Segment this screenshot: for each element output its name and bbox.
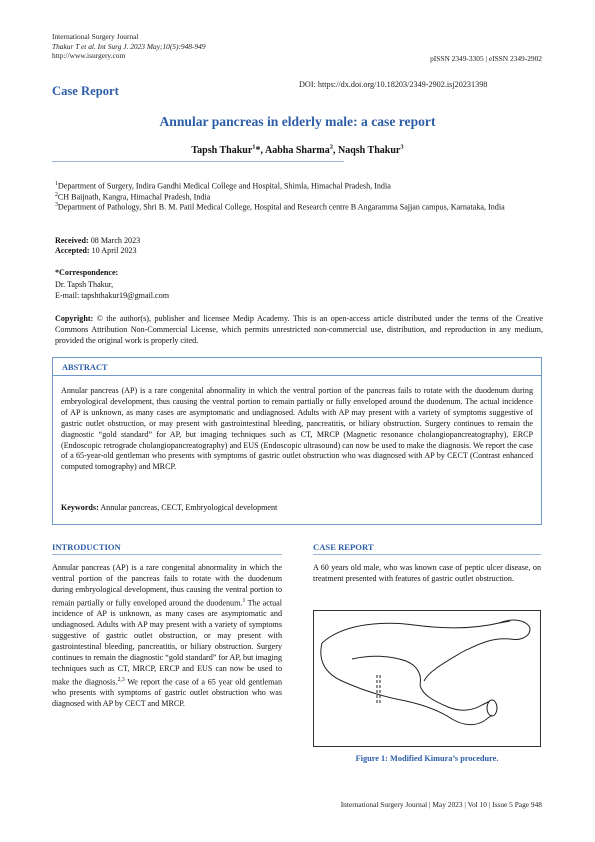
stomach-diagram-illustration — [314, 611, 540, 746]
journal-url[interactable]: http://www.isurgery.com — [52, 51, 126, 61]
copyright-notice: Copyright: © the author(s), publisher and licensee Medip Academy. This is an open-access article distributed under the terms of the Creative Commons Attribution Non-Commercial License, which permits unrestricted non-commercial use, distribution, and reproduction in any medium, provided the original work is properly cited. — [55, 314, 543, 345]
introduction-heading: INTRODUCTION — [52, 542, 121, 552]
issn: pISSN 2349-3305 | eISSN 2349-2902 — [430, 54, 542, 63]
case-report-heading: CASE REPORT — [313, 542, 374, 552]
doi[interactable]: DOI: https://dx.doi.org/10.18203/2349-2902.isj20231398 — [299, 80, 488, 89]
author: Tapsh Thakur$^1$*, — [191, 144, 265, 157]
page-footer: International Surgery Journal | May 2023 | Vol 10 | Issue 5 Page 948 — [340, 800, 542, 809]
correspondence-label: *Correspondence: — [55, 268, 119, 277]
received-date: Received: 08 March 2023 — [55, 236, 141, 245]
article-type: Case Report — [52, 84, 119, 98]
journal-name: International Surgery Journal — [52, 32, 139, 41]
abstract-heading: ABSTRACT — [62, 363, 108, 372]
citation: Thakur T et al. Int Surg J. 2023 May;10(5):948-949 — [52, 41, 206, 51]
section-divider — [313, 554, 541, 555]
affiliation: $^3$Department of Pathology, Shri B. M. Patil Medical College, Hospital and Research centre B Angaramma Sajjan campus, Karnataka, India — [55, 202, 505, 212]
journal-header — [52, 32, 206, 61]
accepted-date: Accepted: 10 April 2023 — [55, 246, 137, 255]
author: Aabha Sharma$^2$, — [264, 144, 338, 157]
author-list — [0, 144, 595, 156]
affiliation: $^2$CH Baijnath, Kangra, Himachal Pradesh, India — [55, 192, 211, 202]
title-divider — [52, 161, 344, 162]
figure-1 — [313, 610, 541, 747]
correspondence-email[interactable]: E-mail: tapshthakur19@gmail.com — [55, 291, 169, 300]
paper-title: Annular pancreas in elderly male: a case report — [159, 114, 436, 129]
introduction-text: Annular pancreas (AP) is a rare congenital abnormality in which the ventral portion of the pancreas fails to rotate with the duodenum during embryological development, thus causing the ventral portion to remain partially or fully enveloped around the duodenum.$^1$ The actual incidence of AP is unknown, as many cases are asymptomatic and undiagnosed. Adults with AP may present with a variety of symptoms suggestive of gastric outlet obstruction, or may present with gastrointestinal bleeding, pancreatitis, or biliary obstruction. Surgery continues to remain the diagnostic “gold standard” for AP, but imaging techniques such as CT, MRCP, ERCP and EUS can now be used to make the diagnosis.$^{2,3}$ We report the case of a 65 year old gentleman who presents with symptoms of gastric outlet obstruction who was diagnosed with AP by CECT and MRCP. — [52, 563, 282, 709]
abstract-text: Annular pancreas (AP) is a rare congenital abnormality in which the ventral portion of the pancreas fails to rotate with the duodenum during embryological development, thus causing the ventral portion to remain partially or fully enveloped around the duodenum. The actual incidence of AP is unknown, as many cases are asymptomatic and undiagnosed. Adults with AP may present with a variety of symptoms suggestive of gastric outlet obstruction, or may present with gastrointestinal bleeding, pancreatitis, or biliary obstruction. Surgery continues to remain the diagnostic “gold standard” for AP, but imaging techniques such as CT, MRCP (Magnetic resonance cholangiopancreatography), ERCP (Endoscopic retrograde cholangiopancreatography) and EUS (Endoscopic ultrasound) can now be used to make the diagnosis. We report the case of a 65-year-old gentleman who presents with symptoms of gastric outlet obstruction who was diagnosed with AP by CECT (Contrast enhanced computed tomography) and MRCP. — [61, 386, 533, 472]
abstract-header — [53, 358, 541, 376]
correspondence-name: Dr. Tapsh Thakur, — [55, 280, 114, 289]
case-report-text: A 60 years old male, who was known case of peptic ulcer disease, on treatment presented with features of gastric outlet obstruction. — [313, 563, 541, 583]
keywords: Keywords: Annular pancreas, CECT, Embryological development — [61, 503, 278, 512]
affiliation: $^1$Department of Surgery, Indira Gandhi Medical College and Hospital, Shimla, Himachal Pradesh, India — [55, 181, 391, 191]
section-divider — [52, 554, 282, 555]
figure-caption: Figure 1: Modified Kimura’s procedure. — [355, 754, 499, 763]
author: Naqsh Thakur$^3$ — [337, 144, 404, 157]
